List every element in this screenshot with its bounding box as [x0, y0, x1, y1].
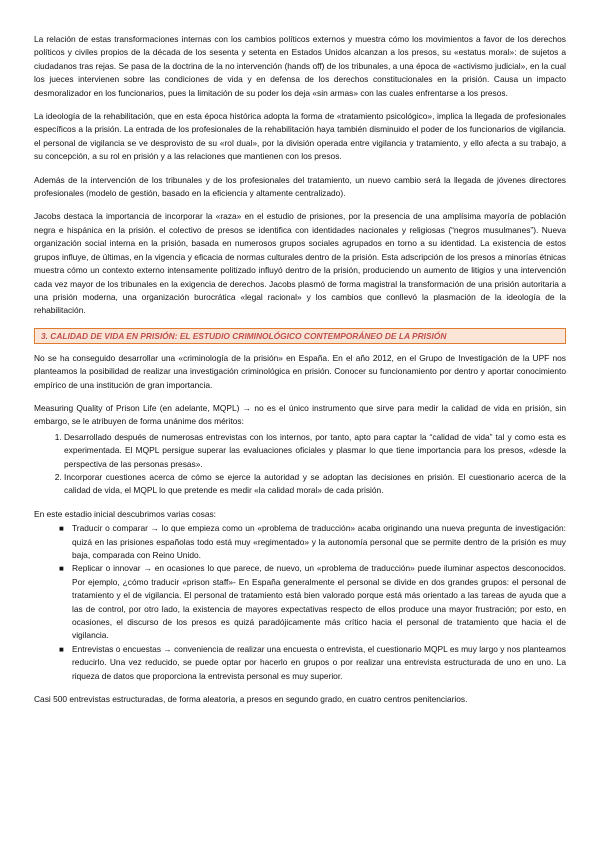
document-page — [34, 33, 566, 716]
paragraph-entrevistas: Casi 500 entrevistas estructuradas, de forma aleatoria, a presos en segundo grado, en cuatro centros penitenciarios. — [34, 694, 468, 705]
paragraph-list-intro: En este estadio inicial descubrimos varias cosas: — [34, 508, 217, 519]
list-item — [59, 522, 566, 562]
paragraph-directores: Además de la intervención de los tribunales y de los profesionales del tratamiento, un nuevo cambio será la llegada de jóvenes directores profesionales (modelo de gestión, basado en la eficiencia y altamente centralizado). — [34, 174, 566, 199]
paragraph-transformaciones: La relación de estas transformaciones internas con los cambios políticos externos y muestra cómo los movimientos a favor de los derechos políticos y civiles propios de la década de los sesenta y setenta en Estados Unidos alcanzan a los presos, su «estatus moral»: de sujetos a ciudadanos tras rejas. Se pasa de la doctrina de la no intervención (hands off) de los tribunales, a una época de «activismo judicial», en la cual los jueces intervienen sobre las condiciones de vida y en defensa de los derechos constitucionales en la prisión. Causa un impacto desmoralizador en los funcionarios, pues la limitación de su poder los deja «sin armas» con las cuales enfrentarse a los presos. — [34, 34, 566, 98]
paragraph-criminologia-espana: No se ha conseguido desarrollar una «criminología de la prisión» en España. En el año 2012, en el Grupo de Investigación de la UPF nos planteamos la posibilidad de realizar una investigación criminológica en prisión. Conocer su funcionamiento por dentro y aportar conocimiento empírico de una institución de gran importancia. — [34, 352, 566, 390]
list-item: 1. Desarrollado después de numerosas entrevistas con los internos, por tanto, apto para captar la “calidad de vida” tal y como esta es experimentada. El MQPL persigue superar las evaluaciones oficiales y plasmar lo que tiene importancia para los presos, «desde la perspectiva de las personas presas». — [64, 431, 566, 471]
square-bullet-icon: ■ — [59, 564, 64, 574]
list-item — [59, 562, 566, 642]
square-bullet-icon: ■ — [59, 524, 64, 534]
list-item-text: Replicar o innovar → en ocasiones lo que parece, de nuevo, un «problema de traducción» puede iluminar aspectos desconocidos. Por ejemplo, ¿cómo traducir «prison staff»- En España generalmente el personal se divide en dos grandes grupos: el personal de tratamiento y el de vigilancia. El personal de tratamiento está bien valorado porque está más orientado a las tareas de ayuda que a las de control, por otro lado, la existencia de mayores expectativas respecto de ellos produce una mayor frustración; por esto, en ocasiones, el discurso de los presos es quizá paradójicamente más crítico hacia el personal de tratamiento que hacia el de vigilancia. — [72, 563, 566, 641]
list-item-text: Entrevistas o encuestas → conveniencia de realizar una encuesta o entrevista, el cuestionario MQPL es muy largo y nos planteamos reducirlo. Una vez reducido, se puede optar por hacerlo en grupos o por realizar una entrevista estructurada de uno en uno. La riqueza de datos que proporciona la entrevista personal es muy superior. — [72, 643, 566, 681]
paragraph-rehabilitacion: La ideología de la rehabilitación, que en esta época histórica adopta la forma de «tratamiento psicológico», implica la llegada de profesionales específicos a la prisión. La entrada de los profesionales de la rehabilitación haya también disminuido el poder de los funcionarios de vigilancia. el personal de vigilancia se ve desprovisto de su «rol dual», por la división operada entre vigilancia y tratamiento, y ello afecta a su trabajo, a su concepción, a su rol en prisión y a las relaciones que mantienen con los presos. — [34, 111, 566, 162]
list-item-text: Traducir o comparar → lo que empieza como un «problema de traducción» acaba originando una nueva pregunta de investigación: quizá en las prisiones españolas todo está muy «regimentado» y la autonomía personal que se permite dentro de la prisión es muy baja, comparada con Reino Unido. — [72, 523, 566, 560]
section-heading: 3. CALIDAD DE VIDA EN PRISIÓN: EL ESTUDIO CRIMINOLÓGICO CONTEMPORÁNEO DE LA PRISIÓN — [34, 328, 566, 344]
square-bullet-icon: ■ — [59, 644, 64, 654]
merits-list — [34, 431, 566, 498]
paragraph-mqpl: Measuring Quality of Prison Life (en adelante, MQPL) → no es el único instrumento que sirve para medir la calidad de vida en prisión, sin embargo, se le atribuyen de forma unánime dos méritos: — [34, 402, 566, 427]
paragraph-jacobs-raza: Jacobs destaca la importancia de incorporar la «raza» en el estudio de prisiones, por la presencia de una amplísima mayoría de población negra e hispánica en la prisión. el colectivo de presos se identifica con identidades nacionales y religiosas (“negros musulmanes”). Nueva organización social interna en la prisión, basada en numerosos grupos sociales agrupados en torno a su identidad. La existencia de estos grupos influye, de últimas, en la vigencia y eficacia de normas culturales dentro de la prisión. Esta adscripción de los presos a minorías étnicas muestra cómo un contexto externo intensamente politizado influyó dentro de la prisión, produciendo un aumento de litigios y una intervención cada vez mayor de los tribunales en la exigencia de derechos. Jacobs plasmó de forma magistral la transformación de una prisión autoritaria a una prisión moderna, una organización burocrática «legal racional» y los cambios que conllevó la plasmación de la ideología de la rehabilitación. — [34, 211, 566, 316]
list-item — [59, 643, 566, 683]
list-item: 2. Incorporar cuestiones acerca de cómo se ejerce la autoridad y se adoptan las decisiones en prisión. El cuestionario acerca de la calidad de vida, el MQPL lo que pretende es medir «la calidad moral» de cada prisión. — [64, 471, 566, 498]
findings-list — [34, 522, 566, 683]
